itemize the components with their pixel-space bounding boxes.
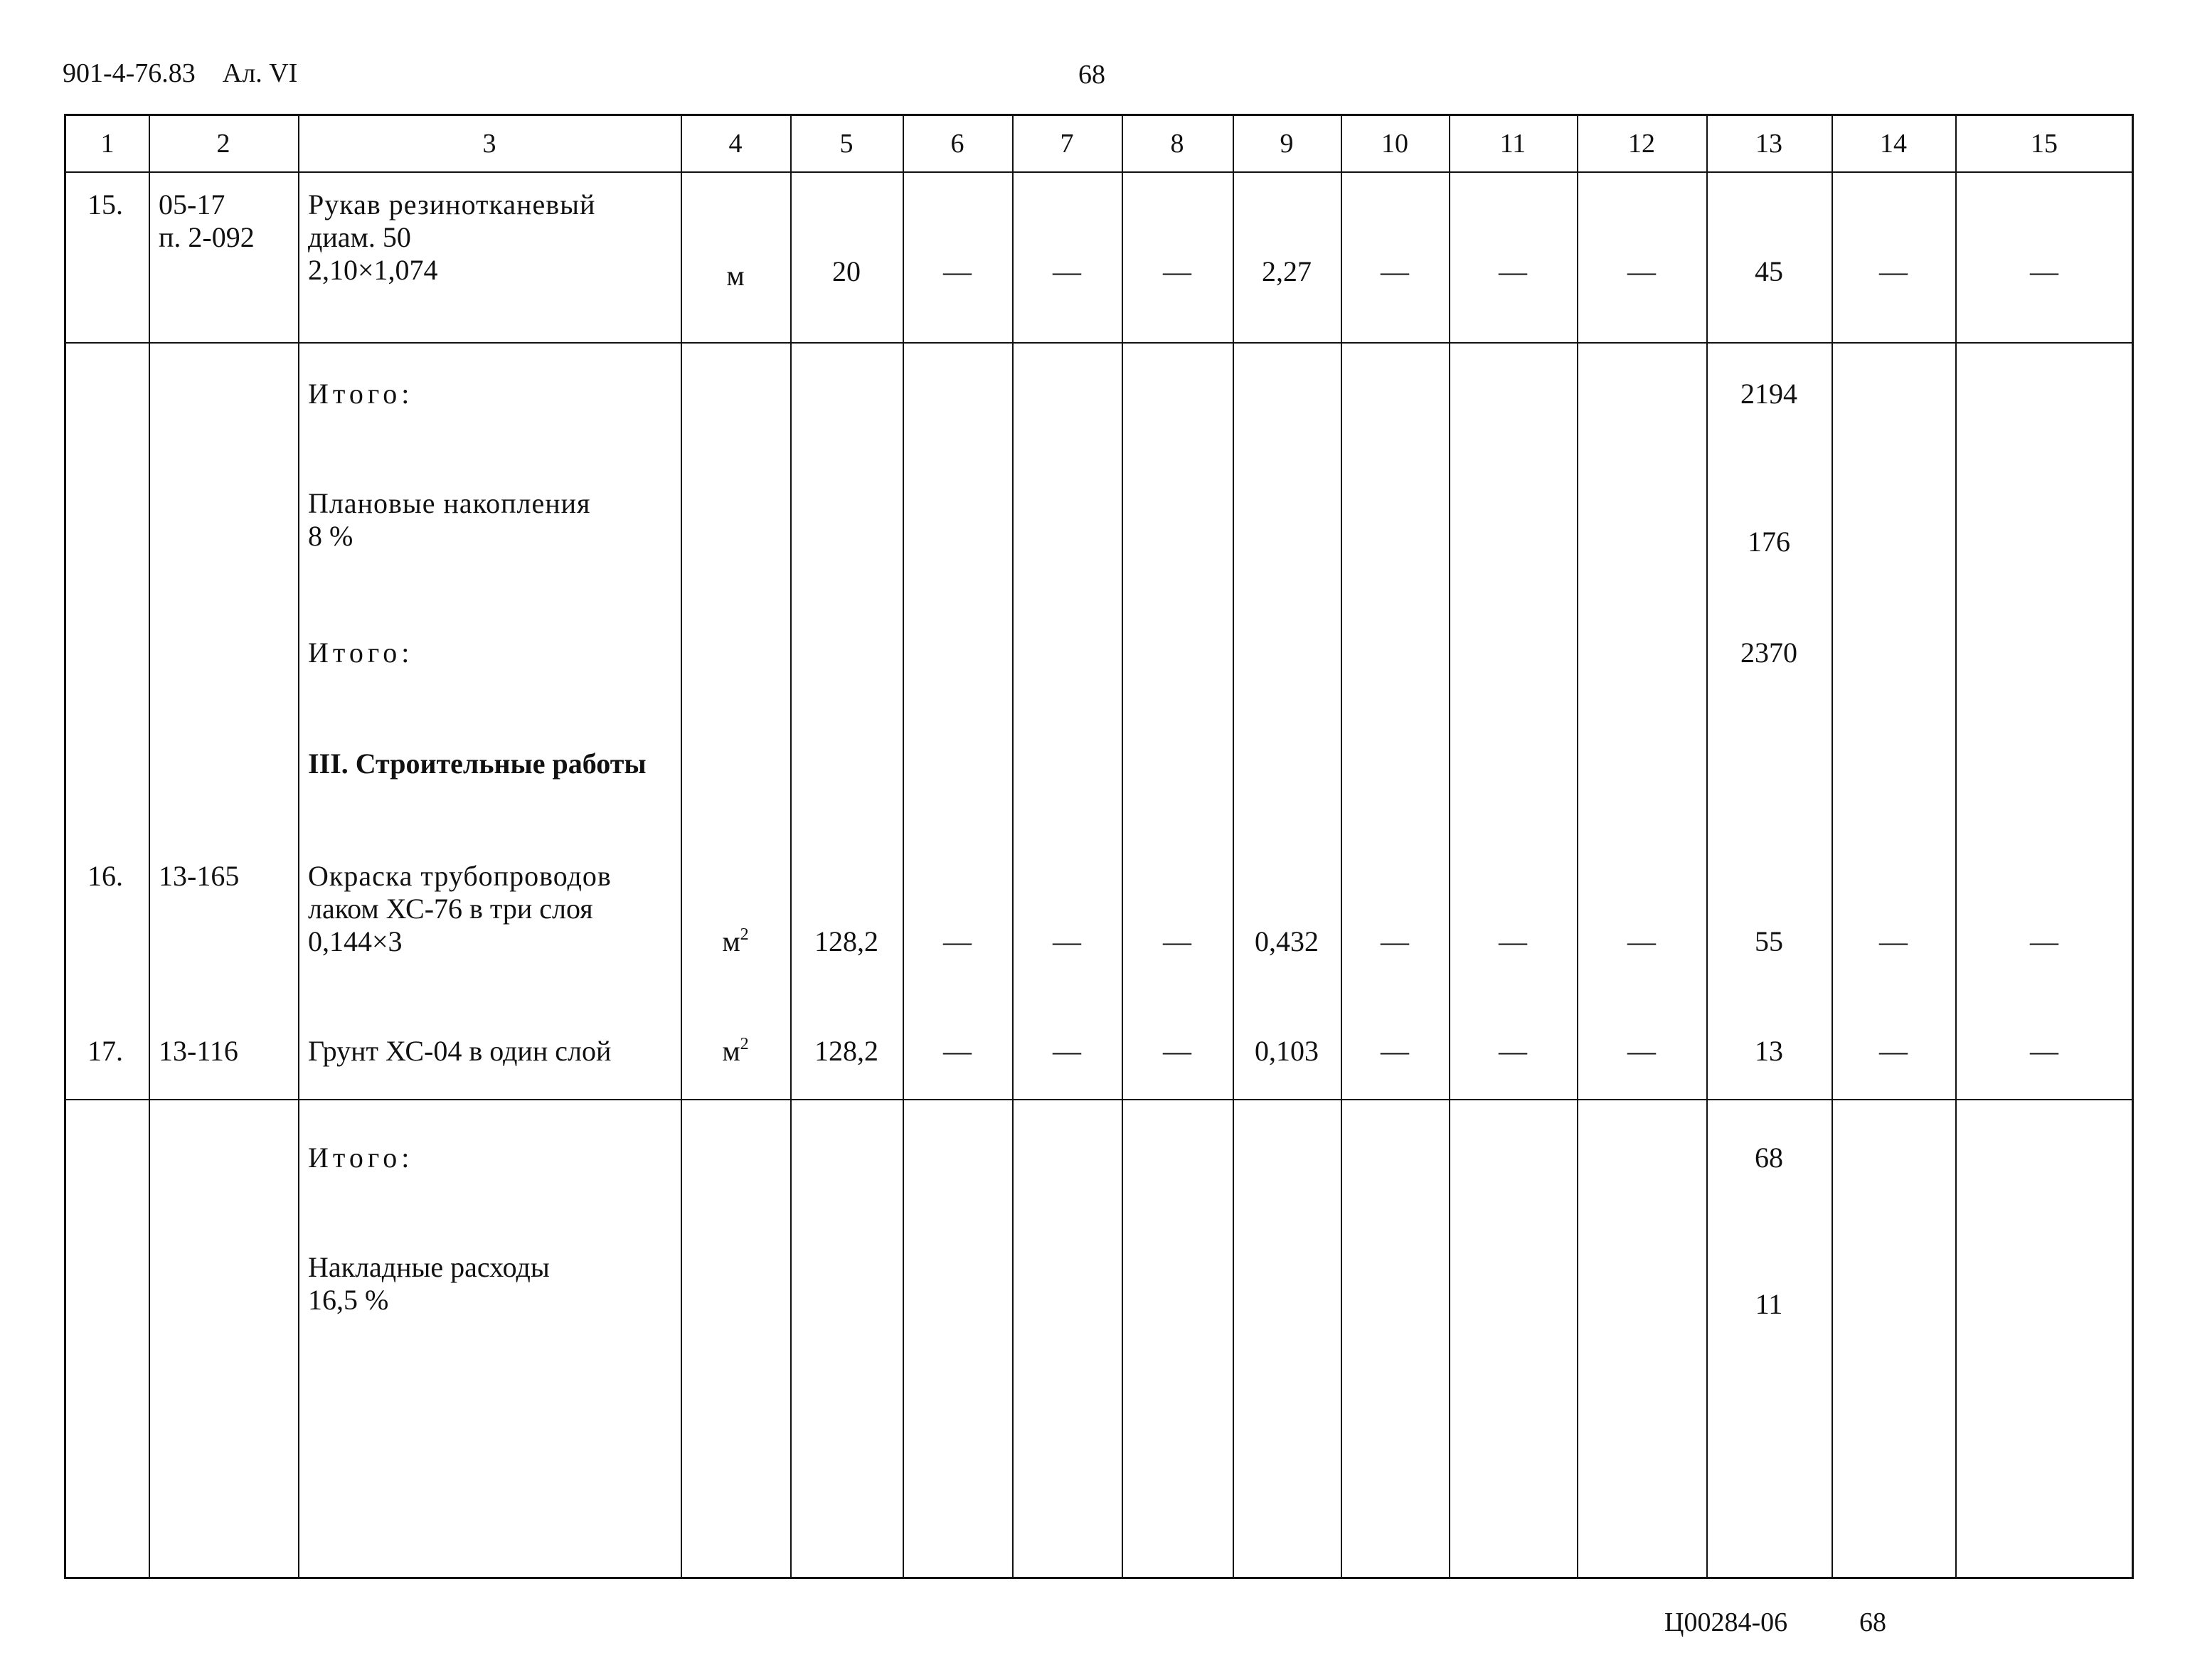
subtotal-3-label: Итого: bbox=[308, 1142, 414, 1174]
col-header-9: 9 bbox=[1280, 129, 1294, 159]
row15-col12: — bbox=[1627, 255, 1656, 287]
row16-col6: — bbox=[943, 925, 972, 957]
row15-col15: — bbox=[2030, 255, 2058, 287]
overhead-label-2: 16,5 % bbox=[308, 1284, 389, 1316]
section-title: III. Строительные работы bbox=[308, 748, 647, 780]
row15-number: 15. bbox=[87, 188, 123, 220]
row16-name-2: лаком ХС-76 в три слоя bbox=[308, 893, 593, 925]
row16-col10: — bbox=[1381, 925, 1409, 957]
col-header-3: 3 bbox=[482, 129, 496, 159]
row17-col13: 13 bbox=[1755, 1035, 1783, 1067]
row17-col5: 128,2 bbox=[814, 1035, 878, 1067]
row15-unit: м bbox=[726, 260, 745, 292]
row15-name-1: Рукав резинотканевый bbox=[308, 188, 596, 220]
row15-col9: 2,27 bbox=[1262, 255, 1312, 287]
col-header-6: 6 bbox=[950, 129, 964, 159]
footer-page-number: 68 bbox=[1859, 1607, 1886, 1637]
row17-col6: — bbox=[943, 1035, 972, 1067]
row15-col7: — bbox=[1053, 255, 1081, 287]
row15-col13: 45 bbox=[1755, 255, 1783, 287]
col-header-7: 7 bbox=[1060, 129, 1074, 159]
row15-code-2: п. 2-092 bbox=[159, 221, 255, 253]
document-code: 901-4-76.83 Ал. VI bbox=[63, 58, 298, 88]
row17-code: 13-116 bbox=[159, 1035, 238, 1067]
subtotal-1-label: Итого: bbox=[308, 378, 414, 410]
col-header-8: 8 bbox=[1170, 129, 1184, 159]
col-header-1: 1 bbox=[100, 129, 115, 159]
estimate-table bbox=[64, 114, 2134, 1579]
col-header-15: 15 bbox=[2031, 129, 2058, 159]
col-header-14: 14 bbox=[1880, 129, 1907, 159]
row15-col6: — bbox=[943, 255, 972, 287]
row17-col9: 0,103 bbox=[1255, 1035, 1319, 1067]
row16-col8: — bbox=[1163, 925, 1191, 957]
row15-col8: — bbox=[1163, 255, 1191, 287]
row15-col14: — bbox=[1879, 255, 1908, 287]
footer-code: Ц00284-06 bbox=[1664, 1607, 1788, 1637]
row16-col12: — bbox=[1627, 925, 1656, 957]
row16-col9: 0,432 bbox=[1255, 925, 1319, 957]
subtotal-2-label: Итого: bbox=[308, 637, 414, 669]
row16-col11: — bbox=[1499, 925, 1527, 957]
col-header-4: 4 bbox=[728, 129, 743, 159]
planned-label-2: 8 % bbox=[308, 520, 353, 552]
row16-col7: — bbox=[1053, 925, 1081, 957]
col-header-10: 10 bbox=[1381, 129, 1408, 159]
planned-value: 176 bbox=[1748, 526, 1790, 558]
subtotal-3-value: 68 bbox=[1755, 1142, 1783, 1174]
row16-name-3: 0,144×3 bbox=[308, 925, 403, 957]
col-header-13: 13 bbox=[1755, 129, 1782, 159]
row16-code: 13-165 bbox=[159, 860, 240, 892]
row15-col10: — bbox=[1381, 255, 1409, 287]
row15-name-3: 2,10×1,074 bbox=[308, 254, 438, 286]
row17-number: 17. bbox=[87, 1035, 123, 1067]
row16-col15: — bbox=[2030, 925, 2058, 957]
planned-label-1: Плановые накопления bbox=[308, 487, 591, 519]
row17-col15: — bbox=[2030, 1035, 2058, 1067]
row16-name-1: Окраска трубопроводов bbox=[308, 860, 612, 892]
col-header-2: 2 bbox=[216, 129, 230, 159]
row17-unit: $м^2$ bbox=[722, 1035, 749, 1067]
row15-col11: — bbox=[1499, 255, 1527, 287]
row16-number: 16. bbox=[87, 860, 123, 892]
overhead-label-1: Накладные расходы bbox=[308, 1251, 550, 1283]
row17-name: Грунт ХС-04 в один слой bbox=[308, 1035, 612, 1067]
row17-col14: — bbox=[1879, 1035, 1908, 1067]
col-header-5: 5 bbox=[839, 129, 854, 159]
col-header-12: 12 bbox=[1628, 129, 1655, 159]
subtotal-1-value: 2194 bbox=[1740, 378, 1797, 410]
row16-col14: — bbox=[1879, 925, 1908, 957]
row17-col8: — bbox=[1163, 1035, 1191, 1067]
row15-code-1: 05-17 bbox=[159, 188, 225, 220]
row17-col7: — bbox=[1053, 1035, 1081, 1067]
row16-col5: 128,2 bbox=[814, 925, 878, 957]
row17-col11: — bbox=[1499, 1035, 1527, 1067]
subtotal-2-value: 2370 bbox=[1740, 637, 1797, 669]
overhead-value: 11 bbox=[1755, 1288, 1783, 1320]
row16-col13: 55 bbox=[1755, 925, 1783, 957]
row15-col5: 20 bbox=[832, 255, 861, 287]
row16-unit: $м^2$ bbox=[722, 925, 749, 957]
col-header-11: 11 bbox=[1499, 129, 1526, 159]
row15-name-2: диам. 50 bbox=[308, 221, 411, 253]
row17-col10: — bbox=[1381, 1035, 1409, 1067]
page-number: 68 bbox=[1078, 60, 1105, 90]
row17-col12: — bbox=[1627, 1035, 1656, 1067]
